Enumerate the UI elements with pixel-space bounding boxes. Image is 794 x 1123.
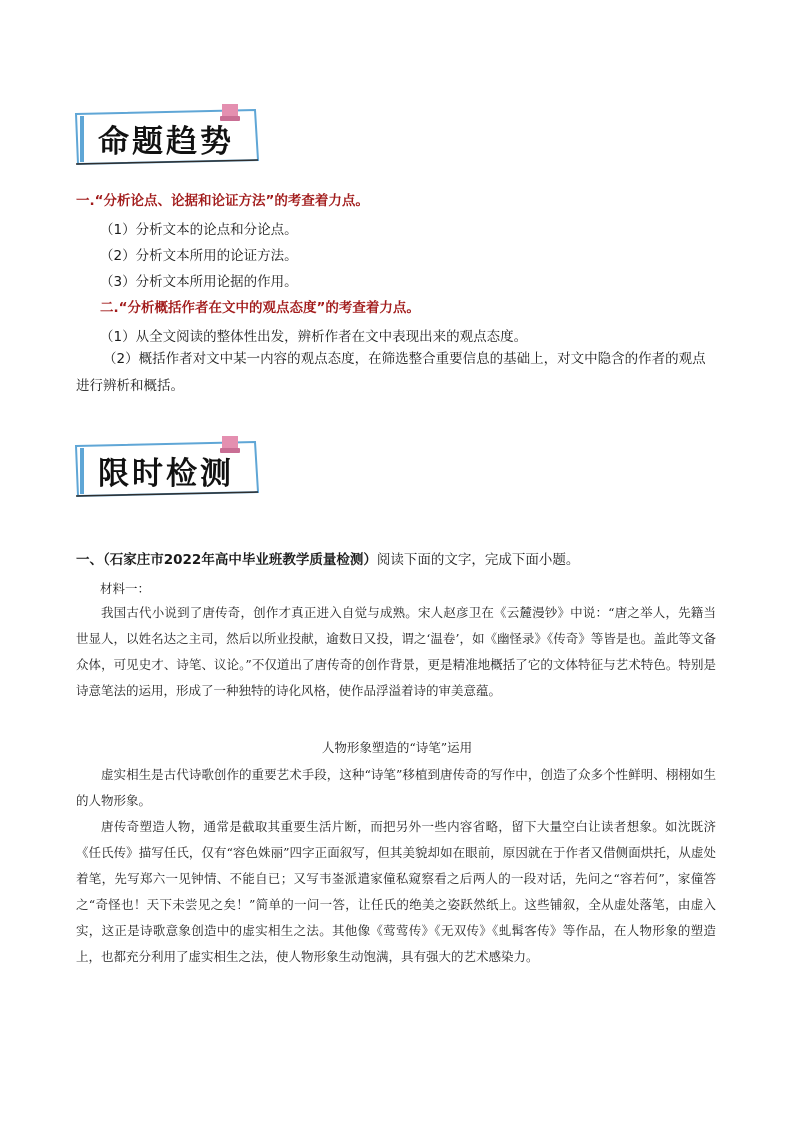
section-title-test: 限时检测: [98, 456, 234, 492]
trend-item-5: （2）概括作者对文中某一内容的观点态度，在筛选整合重要信息的基础上，对文中隐含的作者的观点进行辨析和概括。: [76, 351, 706, 394]
trend-item-4: （1）从全文阅读的整体性出发，辨析作者在文中表现出来的观点态度。: [100, 329, 528, 345]
material-paragraph-2: 虚实相生是古代诗歌创作的重要艺术手段，这种“诗笔”移植到唐传奇的写作中，创造了众多个性鲜明、栩栩如生的人物形象。: [76, 767, 716, 808]
trend-heading-2: 二.“分析概括作者在文中的观点态度”的考查着力点。: [100, 300, 420, 316]
trend-item-2: （2）分析文本所用的论证方法。: [100, 248, 298, 264]
trend-item-1: （1）分析文本的论点和分论点。: [100, 222, 298, 238]
question-source: （石家庄市2022年高中毕业班教学质量检测）: [103, 552, 377, 568]
question-number: 一、: [76, 552, 103, 568]
material-label: 材料一：: [100, 581, 151, 596]
material-paragraph-1: 我国古代小说到了唐传奇，创作才真正进入自觉与成熟。宋人赵彦卫在《云麓漫钞》中说：“唐之举人，先籍当世显人，以姓名达之主司，然后以所业投献，逾数日又投，谓之‘温卷’，如《幽怪录》《传奇》等皆是也。盖此等文备众体，可见史才、诗笔、议论。”不仅道出了唐传奇的创作背景，更是精准地概括了它的文体特征与艺术特色。特别是诗意笔法的运用，形成了一种独特的诗化风格，使作品浮溢着诗的审美意蕴。: [76, 605, 716, 698]
question-heading: [76, 548, 579, 568]
question-instruction: 阅读下面的文字，完成下面小题。: [376, 552, 580, 568]
material-paragraph-3: 唐传奇塑造人物，通常是截取其重要生活片断，而把另外一些内容省略，留下大量空白让读者想象。如沈既济《任氏传》描写任氏，仅有“容色姝丽”四字正面叙写，但其美貌却如在眼前，原因就在于作者又借侧面烘托，从虚处着笔，先写郑六一见钟情、不能自已；又写韦崟派遣家僮私窥察看之后两人的一段对话，先问之“容若何”，家僮答之“奇怪也！天下未尝见之矣！”简单的一问一答，让任氏的绝美之姿跃然纸上。这些铺叙，全从虚处落笔，由虚入实，这正是诗歌意象创造中的虚实相生之法。其他像《莺莺传》《无双传》《虬髯客传》等作品，在人物形象的塑造上，也都充分利用了虚实相生之法，使人物形象生动饱满，具有强大的艺术感染力。: [76, 819, 716, 964]
section-title-trend: 命题趋势: [98, 124, 234, 160]
section-banner-test: [72, 436, 262, 502]
trend-item-3: （3）分析文本所用论据的作用。: [100, 274, 298, 290]
section-banner-trend: [72, 104, 262, 170]
material-subtitle: 人物形象塑造的“诗笔”运用: [321, 740, 473, 755]
trend-heading-1: 一.“分析论点、论据和论证方法”的考查着力点。: [76, 193, 369, 209]
